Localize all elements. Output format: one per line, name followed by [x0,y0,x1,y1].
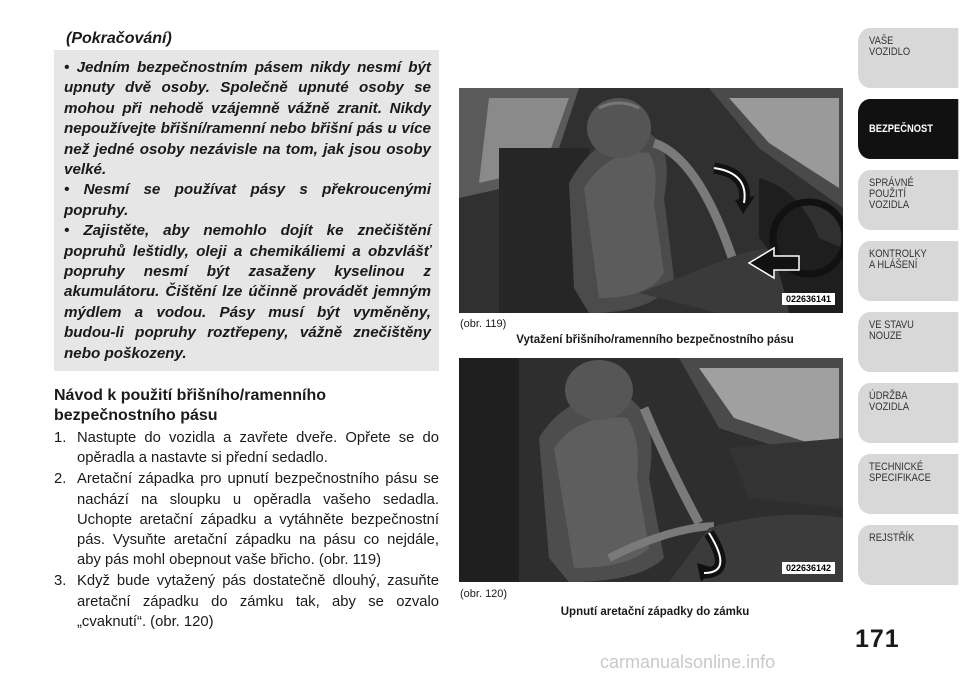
watermark: carmanualsonline.info [600,652,776,672]
tab-label: A HLÁŠENÍ [869,259,918,271]
tab-label: ÚDRŽBA [869,390,908,402]
figure-number: (obr. 120) [460,588,508,600]
section-title: Návod k použití břišního/ramenního bezpečnostního pásu [54,387,327,424]
figure-caption: Vytažení břišního/ramenního bezpečnostního pásu [516,334,794,346]
warning-item: • Nesmí se používat pásy s překroucenými popruhy. [64,181,431,219]
tab-ve-stavu-nouze[interactable] [858,312,958,372]
tab-label: VOZIDLA [869,199,910,211]
tab-label: VOZIDLA [869,401,910,413]
tab-label: SPECIFIKACE [869,472,931,484]
step-item [54,428,439,468]
page-number: 171 [855,625,900,653]
tab-label: SPRÁVNÉ [869,177,914,189]
tab-label: VAŠE [869,35,894,47]
tab-technicke-specifikace[interactable] [858,454,958,514]
tab-label: VOZIDLO [869,46,911,58]
chapter-tabs [858,28,960,596]
figure-caption: Upnutí aretační západky do zámku [560,606,750,618]
warning-item: • Zajistěte, aby nemohlo dojít ke znečištění popruhů leštidly, oleji a chemikáliemi a obzvlášť popruhy nesmí být zasaženy kyselinou z akumulátoru. Čištění lze účinně provádět jemným mýdlem a vodou. Pásy musí být vyměněny, budou-li popruhy roztřepeny, vážně znečištěny nebo poškozeny. [64,222,431,362]
tab-label: VE STAVU [869,319,914,331]
seat-illustration [459,358,843,582]
seat-illustration [459,88,843,313]
tab-label: POUŽITÍ [869,188,906,200]
seatbelt-pull-photo [459,88,843,313]
step-number: 2. [54,471,67,488]
steps-list [54,428,439,633]
step-number: 1. [54,430,67,446]
step-text: Když bude vytažený pás dostatečně dlouhý, zasuňte aretační západku do zámku tak, aby se ozvalo „cvaknutí“. (obr. 120) [77,573,439,630]
tab-vase-vozidlo[interactable] [858,28,958,88]
step-item [54,571,439,632]
tab-spravne-pouziti[interactable] [858,170,958,230]
step-number: 3. [54,573,67,590]
tab-rejstrik[interactable] [858,525,958,585]
tab-udrzba[interactable] [858,383,958,443]
step-text: Aretační západka pro upnutí bezpečnostního pásu se nachází na sloupku u opěradla vašeho sedadla. Uchopte aretační západku a vytáhněte bezpečnostní pás. Vysuňte aretační západku na pásu co nejdále, aby pás mohl obepnout vaše břicho. (obr. 119) [77,471,439,569]
tab-kontrolky[interactable] [858,241,958,301]
figure-number: (obr. 119) [460,318,507,330]
photo-code: 022636142 [782,562,835,574]
photo-code: 022636141 [782,293,835,305]
step-item [54,469,439,570]
step-text: Nastupte do vozidla a zavřete dveře. Opřete se do opěradla a nastavte si přední sedadlo. [77,430,439,467]
tab-label: KONTROLKY [869,248,927,260]
tab-label: BEZPEČNOST [869,123,933,135]
continued-label: (Pokračování) [66,30,172,47]
tab-label: REJSTŘÍK [869,532,915,544]
warning-item: • Jedním bezpečnostním pásem nikdy nesmí být upnuty dvě osoby. Společně upnuté osoby se mohou při nehodě vzájemně vážně zranit. Nikdy nepoužívejte břišní/ramenní nebo břišní pás u více než jedné osoby nezávisle na tom, jak jsou osoby velké. [64,59,431,179]
tab-label: NOUZE [869,330,902,342]
tab-label: TECHNICKÉ [869,461,924,473]
buckle-insert-photo [459,358,843,582]
warning-box [54,50,439,371]
tab-bezpecnost[interactable] [858,99,958,159]
